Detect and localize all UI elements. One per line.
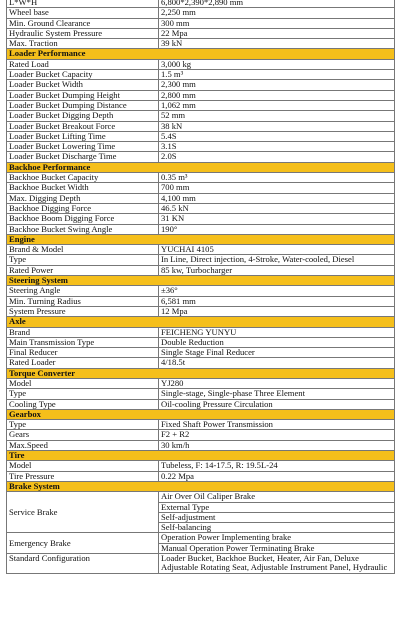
spec-value: 22 Mpa [159,28,395,38]
spec-value: 46.5 kN [159,203,395,213]
spec-value: 190° [159,224,395,234]
spec-label: Type [7,255,159,265]
spec-value: 6,581 mm [159,296,395,306]
spec-row [7,348,395,358]
spec-row [7,245,395,255]
spec-label: Service Brake [7,492,159,533]
spec-row [7,378,395,388]
spec-value: Fixed Shaft Power Transmission [159,420,395,430]
spec-value: Oil-cooling Pressure Circulation [159,399,395,409]
spec-label: Brand & Model [7,245,159,255]
spec-row [7,80,395,90]
spec-value: Operation Power Implementing brake [159,533,395,543]
spec-label: Gears [7,430,159,440]
spec-label: Rated Loader [7,358,159,368]
spec-label: Backhoe Bucket Width [7,183,159,193]
spec-row [7,152,395,162]
spec-row [7,214,395,224]
spec-row [7,90,395,100]
spec-value: 3.1S [159,142,395,152]
section-title: Backhoe Performance [7,162,395,172]
spec-value: 2,300 mm [159,80,395,90]
section-title: Loader Performance [7,49,395,59]
spec-value: 31 KN [159,214,395,224]
spec-value: 0.22 Mpa [159,471,395,481]
spec-label: Backhoe Digging Force [7,203,159,213]
spec-label: Emergency Brake [7,533,159,554]
spec-value: YJ280 [159,378,395,388]
spec-value: Tubeless, F: 14-17.5, R: 19.5L-24 [159,461,395,471]
spec-label: Final Reducer [7,348,159,358]
section-title: Brake System [7,481,395,491]
spec-row [7,28,395,38]
spec-label: Wheel base [7,8,159,18]
spec-value: 39 kN [159,39,395,49]
spec-label: Tire Pressure [7,471,159,481]
spec-value: External Type [159,502,395,512]
spec-row [7,358,395,368]
spec-value: 0.35 m³ [159,173,395,183]
spec-row [7,121,395,131]
spec-value: 5.4S [159,131,395,141]
spec-value: 700 mm [159,183,395,193]
spec-label: Hydraulic System Pressure [7,28,159,38]
spec-row [7,265,395,275]
spec-value: Single Stage Final Reducer [159,348,395,358]
spec-row [7,224,395,234]
spec-row [7,8,395,18]
spec-value: 1.5 m³ [159,70,395,80]
spec-row [7,173,395,183]
spec-table [6,0,395,574]
spec-value: Single-stage, Single-phase Three Element [159,389,395,399]
spec-row [7,183,395,193]
section-title: Engine [7,234,395,244]
spec-row [7,255,395,265]
section-header [7,451,395,461]
spec-label: Max. Digging Depth [7,193,159,203]
spec-label: Model [7,378,159,388]
spec-row [7,100,395,110]
spec-value: ±36° [159,286,395,296]
spec-value: Loader Bucket, Backhoe Bucket, Heater, Air Fan, Deluxe Adjustable Rotating Seat, Adjustable Instrument Panel, Hydraulic [159,554,395,574]
spec-row [7,440,395,450]
spec-sheet [6,0,394,574]
spec-row [7,131,395,141]
spec-label: Backhoe Bucket Swing Angle [7,224,159,234]
spec-value: 2,800 mm [159,90,395,100]
section-header [7,481,395,491]
spec-label: Brand [7,327,159,337]
spec-row [7,430,395,440]
spec-row [7,70,395,80]
spec-value: Air Over Oil Caliper Brake [159,492,395,502]
spec-row [7,389,395,399]
spec-label: Rated Load [7,59,159,69]
spec-label: Loader Bucket Capacity [7,70,159,80]
spec-label: Loader Bucket Digging Depth [7,111,159,121]
spec-label: Loader Bucket Breakout Force [7,121,159,131]
spec-label: Backhoe Boom Digging Force [7,214,159,224]
section-header [7,234,395,244]
spec-value: 4,100 mm [159,193,395,203]
spec-row [7,286,395,296]
spec-value: 85 kw, Turbocharger [159,265,395,275]
section-title: Tire [7,451,395,461]
spec-value: 3,000 kg [159,59,395,69]
section-header [7,368,395,378]
spec-row [7,203,395,213]
spec-value: Double Reduction [159,337,395,347]
section-title: Torque Converter [7,368,395,378]
spec-label: Backhoe Bucket Capacity [7,173,159,183]
spec-label: Min. Ground Clearance [7,18,159,28]
spec-label: Loader Bucket Discharge Time [7,152,159,162]
spec-value: In Line, Direct injection, 4-Stroke, Water-cooled, Diesel [159,255,395,265]
spec-row [7,420,395,430]
spec-label: Model [7,461,159,471]
spec-row [7,193,395,203]
spec-value: FEICHENG YUNYU [159,327,395,337]
spec-row [7,554,395,574]
spec-row [7,337,395,347]
section-title: Steering System [7,276,395,286]
section-title: Gearbox [7,409,395,419]
spec-row [7,399,395,409]
spec-value: 2.0S [159,152,395,162]
section-header [7,49,395,59]
spec-value: 2,250 mm [159,8,395,18]
spec-label: Cooling Type [7,399,159,409]
spec-value: Self-balancing [159,523,395,533]
spec-value: 52 mm [159,111,395,121]
spec-label: System Pressure [7,306,159,316]
spec-row [7,0,395,8]
spec-row [7,59,395,69]
spec-label: Max.Speed [7,440,159,450]
spec-value: 1,062 mm [159,100,395,110]
spec-label: Type [7,389,159,399]
spec-row [7,327,395,337]
spec-label: Loader Bucket Dumping Distance [7,100,159,110]
spec-value: 4/18.5t [159,358,395,368]
spec-value: Manual Operation Power Terminating Brake [159,543,395,553]
spec-value: YUCHAI 4105 [159,245,395,255]
spec-row [7,39,395,49]
spec-row [7,306,395,316]
spec-label: Max. Traction [7,39,159,49]
spec-label: Rated Power [7,265,159,275]
spec-value: 12 Mpa [159,306,395,316]
spec-row [7,142,395,152]
section-header [7,409,395,419]
spec-row [7,533,395,543]
spec-row [7,492,395,502]
section-header [7,276,395,286]
spec-value: F2 + R2 [159,430,395,440]
spec-table-body [7,0,395,573]
spec-label: Standard Configuration [7,554,159,574]
spec-row [7,471,395,481]
spec-label: Loader Bucket Lowering Time [7,142,159,152]
section-title: Axle [7,317,395,327]
spec-label: L*W*H [7,0,159,8]
spec-label: Type [7,420,159,430]
spec-value: 30 km/h [159,440,395,450]
spec-label: Min. Turning Radius [7,296,159,306]
spec-label: Loader Bucket Dumping Height [7,90,159,100]
spec-value: 300 mm [159,18,395,28]
spec-row [7,461,395,471]
spec-label: Main Transmission Type [7,337,159,347]
section-header [7,317,395,327]
spec-row [7,18,395,28]
spec-label: Loader Bucket Lifting Time [7,131,159,141]
spec-value: 6,800*2,390*2,890 mm [159,0,395,8]
spec-value: Self-adjustment [159,512,395,522]
spec-row [7,111,395,121]
spec-label: Steering Angle [7,286,159,296]
spec-value: 38 kN [159,121,395,131]
section-header [7,162,395,172]
spec-row [7,296,395,306]
spec-label: Loader Bucket Width [7,80,159,90]
